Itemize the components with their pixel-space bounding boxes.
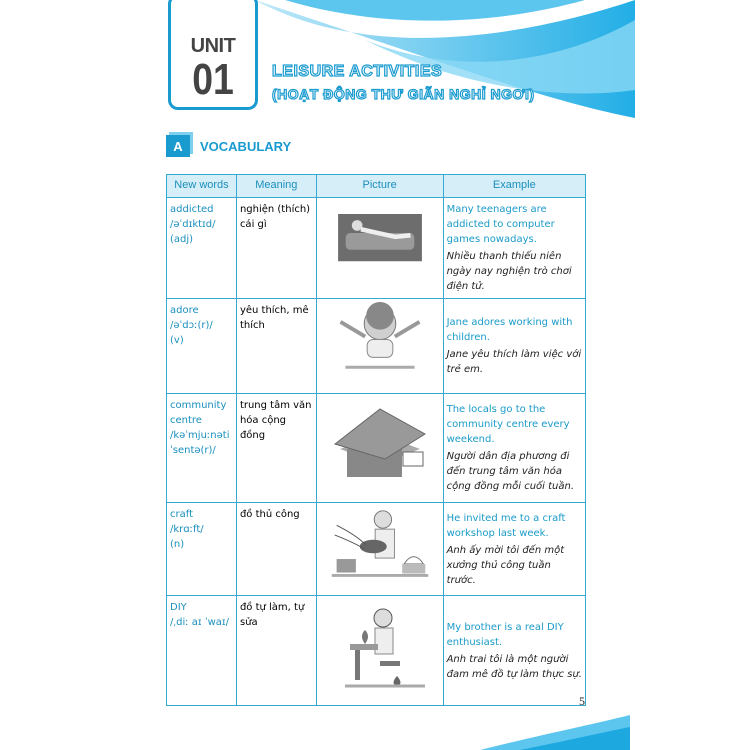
picture-cell [316, 299, 443, 394]
meaning: trung tâm văn hóa cộng đồng [239, 400, 312, 441]
pronunciation: /kəˈmjuːnəti ˈsentə(r)/ [170, 430, 230, 456]
word: DIY [170, 602, 187, 613]
unit-number: 01 [192, 55, 234, 104]
example-cell [443, 299, 585, 394]
unit-subtitle: (HOẠT ĐỘNG THƯ GIÃN NGHỈ NGƠI) [272, 86, 535, 102]
meaning: đồ thủ công [239, 509, 300, 520]
table-header [167, 175, 586, 198]
pronunciation: /ˌdiː aɪ ˈwaɪ/ [170, 617, 229, 628]
meaning-cell [236, 198, 316, 299]
word: addicted [170, 204, 214, 215]
word-cell [167, 299, 237, 394]
pottery-maker-illustration [325, 606, 435, 690]
pronunciation: /krɑːft/ [170, 524, 204, 535]
vocabulary-table [166, 174, 586, 706]
table-row [167, 503, 586, 596]
picture-cell [316, 198, 443, 299]
community-building-illustration [325, 404, 435, 488]
table-row [167, 394, 586, 503]
section-heading [166, 135, 291, 157]
unit-box [168, 0, 258, 110]
table-row [167, 198, 586, 299]
word: craft [170, 509, 194, 520]
picture-cell [316, 394, 443, 503]
part-of-speech: (v) [170, 335, 184, 346]
example-vietnamese: Anh trai tôi là một người đam mê đồ tự làm thực sự. [446, 653, 582, 680]
pronunciation: /əˈdɔː(r)/ [170, 320, 213, 331]
example-vietnamese: Nhiều thanh thiếu niên ngày nay nghiện trò chơi điện tử. [446, 251, 572, 292]
table-row [167, 299, 586, 394]
unit-title: LEISURE ACTIVITIES [272, 63, 443, 80]
picture-cell [316, 596, 443, 706]
table-row [167, 596, 586, 706]
meaning-cell [236, 503, 316, 596]
example-vietnamese: Người dân địa phương đi đến trung tâm văn hóa cộng đồng mỗi cuối tuần. [446, 451, 575, 492]
example-english: Jane adores working with children. [446, 317, 573, 343]
word: adore [170, 305, 199, 316]
example-vietnamese: Jane yêu thích làm việc với trẻ em. [446, 349, 582, 375]
word-cell [167, 198, 237, 299]
meaning: yêu thích, mê thích [239, 305, 309, 331]
meaning: nghiện (thích) cái gì [239, 204, 311, 230]
section-title: VOCABULARY [200, 138, 292, 154]
teen-on-sofa-with-gadgets-illustration [325, 214, 435, 278]
meaning-cell [236, 299, 316, 394]
example-cell [443, 198, 585, 299]
meaning-cell [236, 394, 316, 503]
part-of-speech: (n) [170, 539, 185, 550]
section-badge: A [166, 135, 190, 157]
example-english: My brother is a real DIY enthusiast. [446, 621, 564, 648]
part-of-speech: (adj) [170, 234, 194, 245]
example-english: The locals go to the community centre every weekend. [446, 404, 570, 445]
example-english: He invited me to a craft workshop last week. [446, 512, 566, 539]
example-cell [443, 503, 585, 596]
column-header: Picture [316, 175, 443, 198]
example-cell [443, 394, 585, 503]
basket-weaver-illustration [325, 506, 435, 587]
meaning: đồ tự làm, tự sửa [239, 602, 305, 628]
column-header: Meaning [236, 175, 316, 198]
example-english: Many teenagers are addicted to computer games nowadays. [446, 204, 555, 245]
bottom-wave-decoration [480, 715, 630, 750]
column-header: Example [443, 175, 585, 198]
example-cell [443, 596, 585, 706]
word-cell [167, 394, 237, 503]
example-vietnamese: Anh ấy mời tôi đến một xưởng thủ công tuần trước. [446, 544, 565, 586]
page-number: 5 [579, 694, 585, 708]
pronunciation: /əˈdɪktɪd/ [170, 219, 216, 230]
meaning-cell [236, 596, 316, 706]
picture-cell [316, 503, 443, 596]
word-cell [167, 596, 237, 706]
word: community centre [170, 400, 227, 426]
unit-label: UNIT [190, 35, 236, 57]
column-header: New words [167, 175, 237, 198]
word-cell [167, 503, 237, 596]
happy-child-illustration [325, 302, 435, 385]
